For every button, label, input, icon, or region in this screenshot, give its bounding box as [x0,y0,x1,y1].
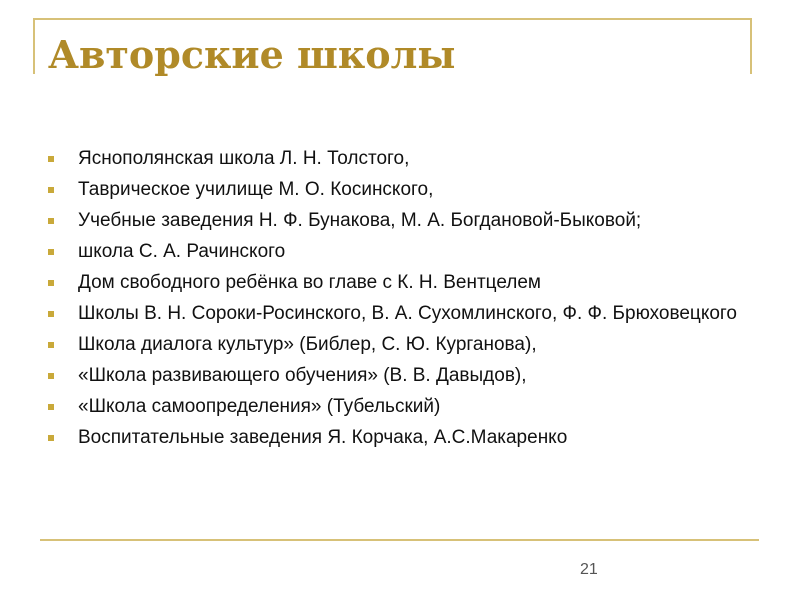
list-item-text: Яснополянская школа Л. Н. Толстого, [78,148,410,169]
list-item [48,146,748,172]
square-bullet-icon [48,249,54,255]
list-item-text: Учебные заведения Н. Ф. Бунакова, М. А. Богдановой-Быковой; [78,210,642,231]
bullet-list [48,146,748,456]
list-item-text: школа С. А. Рачинского [78,241,286,262]
frame-left-rule [33,18,35,74]
frame-top-rule [33,18,752,20]
slide-title: Авторские школы [48,32,456,77]
square-bullet-icon [48,280,54,286]
square-bullet-icon [48,187,54,193]
list-item [48,332,748,358]
list-item-text: «Школа развивающего обучения» (В. В. Давыдов), [78,365,527,386]
list-item-text: Дом свободного ребёнка во главе с К. Н. Вентцелем [78,272,541,293]
square-bullet-icon [48,435,54,441]
list-item-text: «Школа самоопределения» (Тубельский) [78,396,441,417]
list-item-text: Воспитательные заведения Я. Корчака, А.С.Макаренко [78,427,568,448]
list-item [48,208,748,234]
square-bullet-icon [48,404,54,410]
footer-rule [40,539,759,541]
list-item-text: Таврическое училище М. О. Косинского, [78,179,434,200]
list-item [48,425,748,451]
square-bullet-icon [48,373,54,379]
list-item [48,301,748,327]
list-item [48,239,748,265]
list-item [48,177,748,203]
list-item-text: Школа диалога культур» (Библер, С. Ю. Курганова), [78,334,537,355]
square-bullet-icon [48,156,54,162]
square-bullet-icon [48,218,54,224]
list-item [48,394,748,420]
list-item-text: Школы В. Н. Сороки-Росинского, В. А. Сухомлинского, Ф. Ф. Брюховецкого [78,303,737,324]
page-number: 21 [580,561,598,578]
frame-right-rule [750,18,752,74]
square-bullet-icon [48,342,54,348]
square-bullet-icon [48,311,54,317]
list-item [48,270,748,296]
list-item [48,363,748,389]
